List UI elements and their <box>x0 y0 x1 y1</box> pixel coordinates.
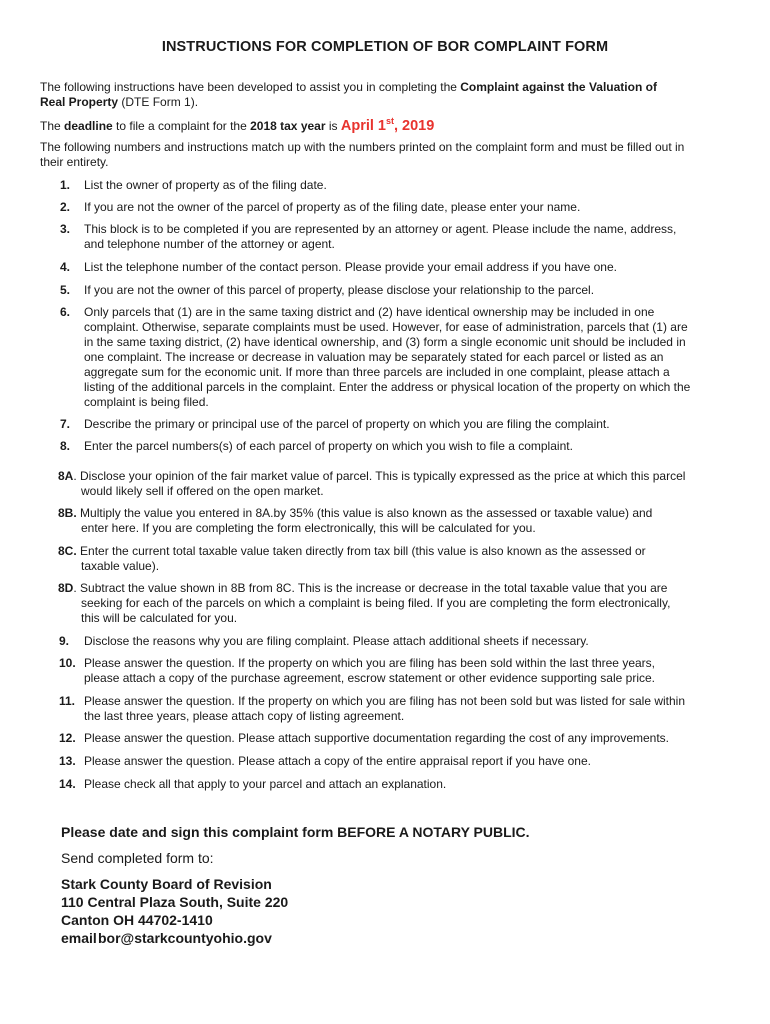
list-item <box>60 694 725 724</box>
item-text-line: Disclose the reasons why you are filing complaint. Please attach additional sheets if necessary. <box>84 634 589 648</box>
item-text-line: the last three years, please attach copy of listing agreement. <box>84 709 405 723</box>
page-title: INSTRUCTIONS FOR COMPLETION OF BOR COMPLAINT FORM <box>161 39 609 55</box>
address-line: Stark County Board of Revision <box>61 876 272 892</box>
item-text-line: Enter the parcel numbers(s) of each parcel of property on which you wish to file a complaint. <box>84 439 573 453</box>
item-text <box>84 178 725 193</box>
item-number: 8C. <box>58 544 77 558</box>
list-item <box>60 283 725 298</box>
item-number: 6. <box>60 305 71 319</box>
item-text-line: seeking for each of the parcels on which a complaint is being filed. If you are completing the form electronically, <box>81 596 671 610</box>
item-text-line: List the owner of property as of the filing date. <box>84 178 327 192</box>
item-number: 3. <box>60 222 71 236</box>
list-item <box>60 439 725 454</box>
item-number: 8A <box>58 469 74 483</box>
list-item <box>58 544 728 574</box>
item-number: 5. <box>60 283 71 297</box>
item-text-line: Multiply the value you entered in 8A.by 35% (this value is also known as the assessed or taxable value) and <box>80 506 653 520</box>
deadline-line: The deadline to file a complaint for the 2018 tax year is April 1st, 2019 <box>40 116 435 134</box>
item-text-line: aggregate sum for the economic unit. If more than three parcels are included in one complaint, please attach a <box>84 365 670 379</box>
item-number: 1. <box>60 178 71 192</box>
item-text-line: This block is to be completed if you are represented by an attorney or agent. Please include the name, address, <box>84 222 677 236</box>
item-text <box>84 694 725 724</box>
item-text <box>84 260 725 275</box>
item-text <box>84 200 725 215</box>
item-number: 12. <box>59 731 76 745</box>
list-item <box>58 506 728 536</box>
item-number: 10. <box>59 656 76 670</box>
item-text-line: enter here. If you are completing the form electronically, this will be calculated for you. <box>81 521 536 535</box>
list-item <box>60 656 725 686</box>
item-text-line: Please check all that apply to your parcel and attach an explanation. <box>84 777 447 791</box>
item-text-line: Please answer the question. Please attach a copy of the entire appraisal report if you have one. <box>84 754 591 768</box>
item-text <box>84 634 725 649</box>
item-text-line: complaint. Otherwise, separate complaints must be used. However, for ease of administration, parcels that (1) are <box>84 320 688 334</box>
item-number: 7. <box>60 417 71 431</box>
item-number: 4. <box>60 260 71 274</box>
item-text-line: List the telephone number of the contact person. Please provide your email address if you have one. <box>84 260 617 274</box>
item-text-line: listing of the additional parcels in the complaint. Enter the address or physical location of the property on which the <box>84 380 691 394</box>
item-number: 8. <box>60 439 71 453</box>
item-text-line: Only parcels that (1) are in the same taxing district and (2) have identical ownership may be included in one <box>84 305 655 319</box>
item-number: 2. <box>60 200 71 214</box>
list-item <box>58 581 728 626</box>
item-number: 8B. <box>58 506 77 520</box>
item-first-line <box>58 581 728 596</box>
item-text-line: would likely sell if offered on the open market. <box>81 484 324 498</box>
item-text <box>84 417 725 432</box>
item-number: 11. <box>59 694 76 708</box>
list-item <box>60 634 725 649</box>
item-text <box>84 283 725 298</box>
item-text-line: this will be calculated for you. <box>81 611 238 625</box>
list-item <box>60 305 725 410</box>
item-text-line: taxable value). <box>81 559 160 573</box>
item-number: 13. <box>59 754 76 768</box>
item-text-line: If you are not the owner of the parcel of property as of the filing date, please enter your name. <box>84 200 581 214</box>
item-text-line: one complaint. The increase or decrease in valuation may be separately stated for each parcel or listed as an <box>84 350 664 364</box>
item-text <box>84 777 725 792</box>
item-text-line: If you are not the owner of this parcel of property, please disclose your relationship to the parcel. <box>84 283 595 297</box>
notary-instruction: Please date and sign this complaint form BEFORE A NOTARY PUBLIC. <box>61 824 530 840</box>
list-item <box>60 754 725 769</box>
deadline-date: April 1st, 2019 <box>340 116 435 134</box>
list-item <box>60 777 725 792</box>
send-to-label: Send completed form to: <box>61 850 214 866</box>
item-text <box>84 731 725 746</box>
item-text <box>84 305 725 410</box>
item-number: 14. <box>59 777 76 791</box>
item-text-line: Please answer the question. If the property on which you are filing has not been sold but was listed for sale within <box>84 694 686 708</box>
item-first-line <box>58 544 728 559</box>
item-number: 8D <box>58 581 74 595</box>
item-first-line <box>58 506 728 521</box>
item-text-line: Subtract the value shown in 8B from 8C. This is the increase or decrease in the total taxable value that you are <box>80 581 668 595</box>
item-text <box>84 439 725 454</box>
item-text-line: Please answer the question. If the property on which you are filing has been sold within the last three years, <box>84 656 655 670</box>
list-item <box>60 222 725 252</box>
list-item <box>60 417 725 432</box>
list-item <box>60 731 725 746</box>
list-item <box>58 469 728 499</box>
list-item <box>60 200 725 215</box>
item-separator: . <box>73 581 81 595</box>
list-item <box>60 178 725 193</box>
item-text <box>84 754 725 769</box>
intro-paragraph: The following instructions have been developed to assist you in completing the Complaint against the Valuation of Real Property (DTE Form 1). <box>40 80 657 109</box>
address-line: Canton OH 44702-1410 <box>61 912 213 928</box>
item-number: 9. <box>59 634 70 648</box>
item-text <box>84 656 725 686</box>
item-text-line: in the same taxing district, (2) have identical ownership, and (3) form a single economic unit should be included in <box>84 335 686 349</box>
item-text-line: Disclose your opinion of the fair market value of parcel. This is typically expressed as the price at which this parcel <box>80 469 686 483</box>
item-text-line: Describe the primary or principal use of the parcel of property on which you are filing the complaint. <box>84 417 610 431</box>
email-address[interactable]: bor@starkcountyohio.gov <box>98 930 272 946</box>
item-text-line: Please answer the question. Please attach supportive documentation regarding the cost of any improvements. <box>84 731 670 745</box>
item-text-line: and telephone number of the attorney or agent. <box>84 237 335 251</box>
item-text-line: complaint is being filed. <box>84 395 209 409</box>
item-first-line <box>58 469 728 484</box>
email-line: emailbor@starkcountyohio.gov <box>61 930 272 946</box>
list-item <box>60 260 725 275</box>
item-text <box>84 222 725 252</box>
address-line: 110 Central Plaza South, Suite 220 <box>61 894 289 910</box>
numbering-note: The following numbers and instructions match up with the numbers printed on the complaint form and must be filled out in their entirety. <box>40 140 685 169</box>
item-separator: . <box>73 469 81 483</box>
item-text-line: please attach a copy of the purchase agreement, escrow statement or other evidence supporting sale price. <box>84 671 655 685</box>
item-text-line: Enter the current total taxable value taken directly from tax bill (this value is also known as the assessed or <box>80 544 646 558</box>
mailing-address <box>61 875 288 947</box>
